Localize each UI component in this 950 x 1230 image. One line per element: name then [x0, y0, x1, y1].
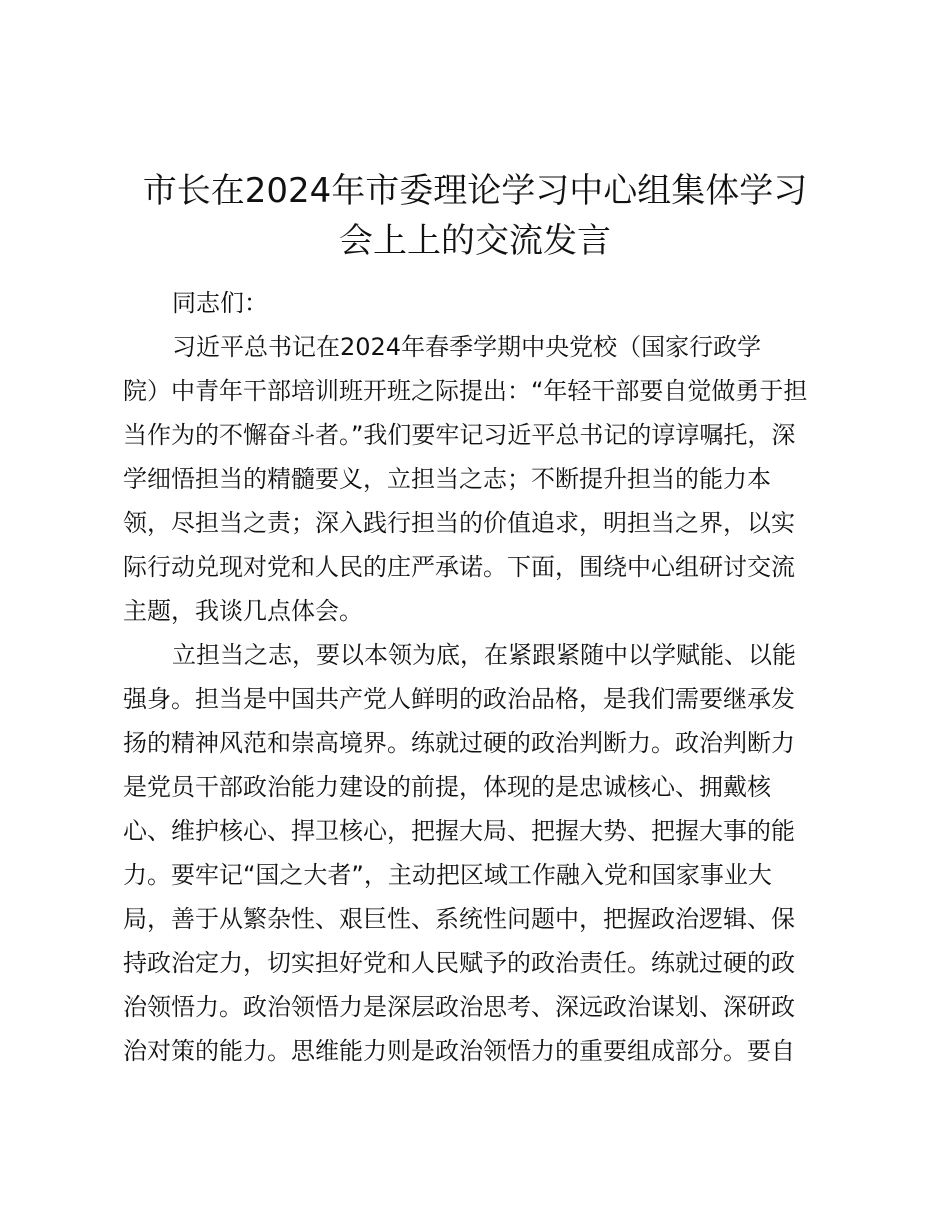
salutation: 同志们： — [172, 289, 268, 317]
body-line: 局，善于从繁杂性、艰巨性、系统性问题中，把握政治逻辑、保 — [123, 905, 795, 933]
body-line: 主题，我谈几点体会。 — [123, 597, 363, 625]
body-line: 心、维护核心、捍卫核心，把握大局、把握大势、把握大事的能 — [123, 817, 795, 845]
body-line: 持政治定力，切实担好党和人民赋予的政治责任。练就过硬的政 — [123, 949, 795, 977]
body-line: 立担当之志，要以本领为底，在紧跟紧随中以学赋能、以能 — [172, 641, 796, 669]
document-title-line-2: 会上上的交流发言 — [339, 221, 611, 261]
body-line: 当作为的不懈奋斗者。”我们要牢记习近平总书记的谆谆嘱托，深 — [123, 421, 796, 449]
body-line: 强身。担当是中国共产党人鲜明的政治品格，是我们需要继承发 — [123, 685, 795, 713]
body-line: 扬的精神风范和崇高境界。练就过硬的政治判断力。政治判断力 — [123, 729, 795, 757]
body-line: 习近平总书记在2024年春季学期中央党校（国家行政学 — [172, 333, 762, 361]
body-line: 院）中青年干部培训班开班之际提出：“年轻干部要自觉做勇于担 — [123, 377, 808, 405]
document-title-line-1: 市长在2024年市委理论学习中心组集体学习 — [142, 171, 808, 211]
body-line: 治领悟力。政治领悟力是深层政治思考、深远政治谋划、深研政 — [123, 993, 795, 1021]
body-line: 际行动兑现对党和人民的庄严承诺。下面，围绕中心组研讨交流 — [123, 553, 795, 581]
body-line: 治对策的能力。思维能力则是政治领悟力的重要组成部分。要自 — [123, 1037, 795, 1065]
body-line: 领，尽担当之责；深入践行担当的价值追求，明担当之界，以实 — [123, 509, 795, 537]
body-line: 学细悟担当的精髓要义，立担当之志；不断提升担当的能力本 — [123, 465, 771, 493]
body-line: 力。要牢记“国之大者”，主动把区域工作融入党和国家事业大 — [123, 861, 772, 889]
body-line: 是党员干部政治能力建设的前提，体现的是忠诚核心、拥戴核 — [123, 773, 771, 801]
